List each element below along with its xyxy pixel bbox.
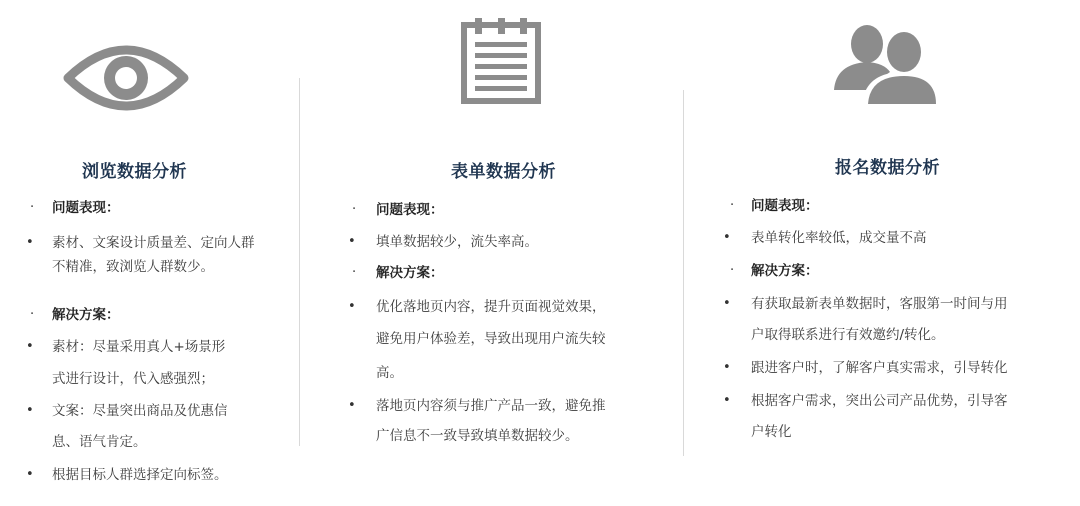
solution-heading: 解决方案：: [751, 263, 819, 279]
column-title: 报名数据分析: [835, 158, 940, 178]
text-line: 不精准，致浏览人群数少。: [52, 259, 214, 275]
solution-item: 根据目标人群选择定向标签。: [52, 467, 228, 483]
text-line: 式进行设计，代入感强烈；: [52, 371, 214, 387]
bullet-dot: •: [26, 235, 34, 250]
text-line: 落地页内容须与推广产品一致，避免推: [376, 398, 606, 414]
problem-item: 表单转化率较低，成交量不高: [751, 230, 927, 246]
clipboard-form-icon: [461, 18, 541, 108]
solution-heading: 解决方案：: [376, 265, 444, 281]
users-icon: [832, 20, 940, 110]
bullet-dot: •: [723, 230, 731, 245]
text-line: 息、语气肯定。: [52, 434, 147, 450]
column-divider-1: [299, 78, 300, 446]
text-line: 素材、文案设计质量差、定向人群: [52, 235, 255, 251]
text-line: 户转化: [751, 424, 792, 440]
bullet-dot: •: [26, 403, 34, 418]
bullet-dot: ·: [730, 263, 735, 278]
bullet-dot: ·: [352, 202, 357, 217]
eye-icon: [62, 36, 190, 124]
problem-heading: 问题表现：: [376, 202, 444, 218]
bullet-dot: •: [723, 393, 731, 408]
problem-heading: 问题表现：: [52, 200, 120, 216]
text-line: 广信息不一致导致填单数据较少。: [376, 428, 579, 444]
solution-item: 跟进客户时，了解客户真实需求，引导转化: [751, 360, 1008, 376]
solution-heading: 解决方案：: [52, 307, 120, 323]
bullet-dot: ·: [730, 198, 735, 213]
text-line: 高。: [376, 365, 403, 381]
bullet-dot: ·: [30, 200, 35, 215]
bullet-dot: •: [26, 339, 34, 354]
problem-item: 填单数据较少，流失率高。: [376, 234, 538, 250]
text-line: 素材：尽量采用真人+场景形: [52, 339, 226, 355]
text-line: 有获取最新表单数据时，客服第一时间与用: [751, 296, 1008, 312]
bullet-dot: •: [723, 296, 731, 311]
text-line: 优化落地页内容，提升页面视觉效果，: [376, 299, 606, 315]
bullet-dot: •: [723, 360, 731, 375]
bullet-dot: •: [26, 467, 34, 482]
bullet-dot: •: [348, 234, 356, 249]
text-line: 避免用户体验差，导致出现用户流失较: [376, 331, 606, 347]
bullet-dot: ·: [352, 265, 357, 280]
text-line: 文案：尽量突出商品及优惠信: [52, 403, 228, 419]
bullet-dot: •: [348, 299, 356, 314]
text-line: 户取得联系进行有效邀约/转化。: [751, 327, 945, 343]
text-line: 根据客户需求，突出公司产品优势，引导客: [751, 393, 1008, 409]
column-title: 浏览数据分析: [82, 162, 187, 182]
problem-heading: 问题表现：: [751, 198, 819, 214]
bullet-dot: •: [348, 398, 356, 413]
column-divider-2: [683, 90, 684, 456]
bullet-dot: ·: [30, 307, 35, 322]
column-title: 表单数据分析: [451, 162, 556, 182]
